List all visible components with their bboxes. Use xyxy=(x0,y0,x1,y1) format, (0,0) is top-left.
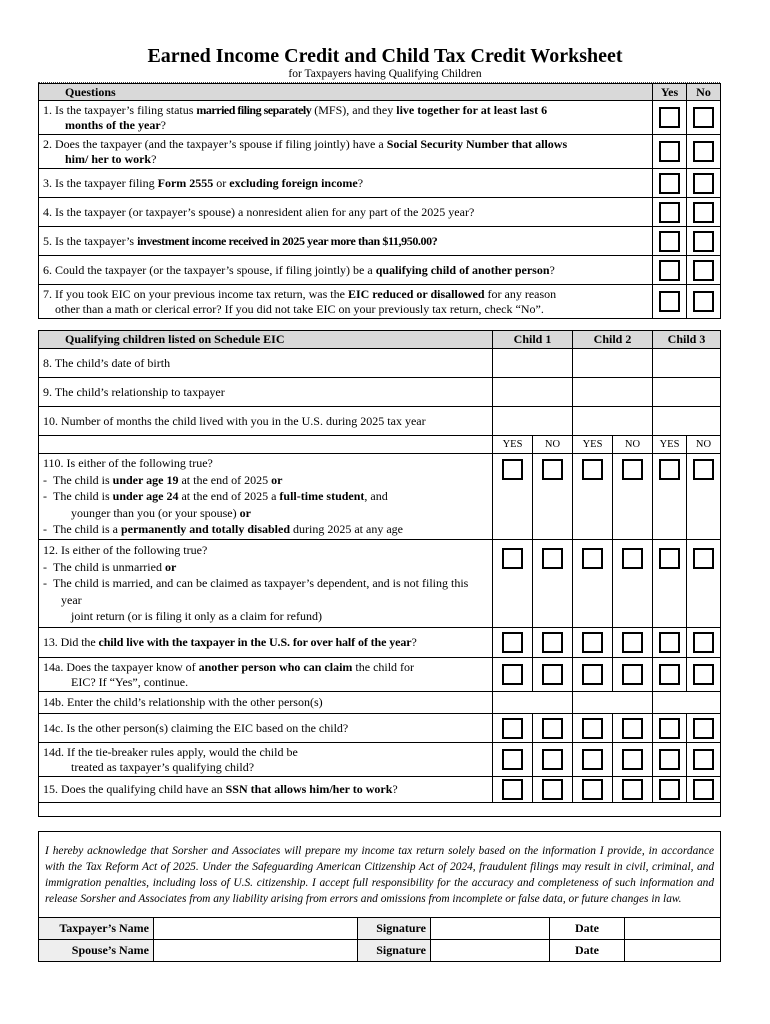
q13-child1-no-checkbox[interactable] xyxy=(542,632,563,653)
question-15: 15. Does the qualifying child have an SSN that allows him/her to work? xyxy=(39,777,493,803)
q6-yes-checkbox[interactable] xyxy=(659,260,680,281)
child-3-yes-label: YES xyxy=(653,436,687,454)
q11-child2-no-checkbox[interactable] xyxy=(622,459,643,480)
question-5: 5. Is the taxpayer’s investment income received in 2025 year more than $11,950.00? xyxy=(39,227,653,256)
q14d-child3-yes-checkbox[interactable] xyxy=(659,749,680,770)
q11-child3-no-checkbox[interactable] xyxy=(693,459,714,480)
q2-yes-checkbox[interactable] xyxy=(659,141,680,162)
question-10: 10. Number of months the child lived with you in the U.S. during 2025 tax year xyxy=(39,407,493,436)
questions-table xyxy=(38,83,721,319)
q13-child3-yes-checkbox[interactable] xyxy=(659,632,680,653)
question-4: 4. Is the taxpayer (or taxpayer’s spouse) a nonresident alien for any part of the 2025 year? xyxy=(39,198,653,227)
q2-no-checkbox[interactable] xyxy=(693,141,714,162)
q14a-child3-yes-checkbox[interactable] xyxy=(659,664,680,685)
q14a-child1-no-checkbox[interactable] xyxy=(542,664,563,685)
question-14a: 14a. Does the taxpayer know of another person who can claim the child for EIC? If “Yes”, continue. xyxy=(39,658,493,692)
question-6: 6. Could the taxpayer (or the taxpayer’s spouse, if filing jointly) be a qualifying child of another person? xyxy=(39,256,653,285)
child-1-header: Child 1 xyxy=(493,331,573,349)
q11-child2-yes-checkbox[interactable] xyxy=(582,459,603,480)
question-7: 7. If you took EIC on your previous income tax return, was the EIC reduced or disallowed for any reason other than a math or clerical error? If you did not take EIC on your previously tax return, check “No”. xyxy=(39,285,653,319)
q7-yes-checkbox[interactable] xyxy=(659,291,680,312)
taxpayer-name-label: Taxpayer’s Name xyxy=(39,918,154,940)
child-1-months-field[interactable] xyxy=(493,407,573,436)
child-3-no-label: NO xyxy=(687,436,721,454)
taxpayer-signature-label: Signature xyxy=(358,918,431,940)
spouse-date-label: Date xyxy=(550,940,625,962)
child-1-yes-label: YES xyxy=(493,436,533,454)
q15-child1-no-checkbox[interactable] xyxy=(542,779,563,800)
q14a-child2-yes-checkbox[interactable] xyxy=(582,664,603,685)
q3-no-checkbox[interactable] xyxy=(693,173,714,194)
yes-no-spacer xyxy=(39,436,493,454)
q12-child2-yes-checkbox[interactable] xyxy=(582,548,603,569)
question-8: 8. The child’s date of birth xyxy=(39,349,493,378)
q14c-child2-no-checkbox[interactable] xyxy=(622,718,643,739)
child-3-dob-field[interactable] xyxy=(653,349,721,378)
q15-child1-yes-checkbox[interactable] xyxy=(502,779,523,800)
question-14b: 14b. Enter the child’s relationship with the other person(s) xyxy=(39,692,493,714)
question-1: 1. Is the taxpayer’s filing status married filing separately (MFS), and they live together for at least last 6 months of the year? xyxy=(39,101,653,135)
q7-no-checkbox[interactable] xyxy=(693,291,714,312)
child-2-yes-label: YES xyxy=(573,436,613,454)
q13-child3-no-checkbox[interactable] xyxy=(693,632,714,653)
q12-child3-yes-checkbox[interactable] xyxy=(659,548,680,569)
q14d-child2-yes-checkbox[interactable] xyxy=(582,749,603,770)
q15-child2-no-checkbox[interactable] xyxy=(622,779,643,800)
q12-child3-no-checkbox[interactable] xyxy=(693,548,714,569)
question-13: 13. Did the child live with the taxpayer in the U.S. for over half of the year? xyxy=(39,628,493,658)
child-1-dob-field[interactable] xyxy=(493,349,573,378)
spouse-name-label: Spouse’s Name xyxy=(39,940,154,962)
question-14d: 14d. If the tie-breaker rules apply, would the child be treated as taxpayer’s qualifying child? xyxy=(39,743,493,777)
child-2-months-field[interactable] xyxy=(573,407,653,436)
questions-header: Questions xyxy=(39,84,653,101)
no-header: No xyxy=(687,84,721,101)
q14a-child1-yes-checkbox[interactable] xyxy=(502,664,523,685)
question-2: 2. Does the taxpayer (and the taxpayer’s spouse if filing jointly) have a Social Security Number that allows him/ her to work? xyxy=(39,135,653,169)
q14c-child1-no-checkbox[interactable] xyxy=(542,718,563,739)
q4-yes-checkbox[interactable] xyxy=(659,202,680,223)
q14b-child3-field[interactable] xyxy=(653,692,721,714)
q12-child2-no-checkbox[interactable] xyxy=(622,548,643,569)
q12-child1-no-checkbox[interactable] xyxy=(542,548,563,569)
q5-yes-checkbox[interactable] xyxy=(659,231,680,252)
child-3-relationship-field[interactable] xyxy=(653,378,721,407)
child-2-header: Child 2 xyxy=(573,331,653,349)
q5-no-checkbox[interactable] xyxy=(693,231,714,252)
q3-yes-checkbox[interactable] xyxy=(659,173,680,194)
question-3: 3. Is the taxpayer filing Form 2555 or excluding foreign income? xyxy=(39,169,653,198)
q14a-child3-no-checkbox[interactable] xyxy=(693,664,714,685)
q14d-child1-yes-checkbox[interactable] xyxy=(502,749,523,770)
page-subtitle: for Taxpayers having Qualifying Children xyxy=(288,68,482,80)
q11-child3-yes-checkbox[interactable] xyxy=(659,459,680,480)
q1-no-checkbox[interactable] xyxy=(693,107,714,128)
taxpayer-signature-field[interactable] xyxy=(431,918,550,940)
question-14c: 14c. Is the other person(s) claiming the EIC based on the child? xyxy=(39,714,493,743)
signature-table xyxy=(38,831,721,962)
q14c-child3-yes-checkbox[interactable] xyxy=(659,718,680,739)
q6-no-checkbox[interactable] xyxy=(693,260,714,281)
child-2-dob-field[interactable] xyxy=(573,349,653,378)
question-12: 12. Is either of the following true? - The child is unmarried or - The child is married, and can be claimed as taxpayer’s dependent, and is not filing this year joint return (or is filing it only as a claim for refund) xyxy=(39,540,493,628)
page-title: Earned Income Credit and Child Tax Credit Worksheet xyxy=(147,45,623,67)
q14b-child2-field[interactable] xyxy=(573,692,653,714)
q11-child1-no-checkbox[interactable] xyxy=(542,459,563,480)
q4-no-checkbox[interactable] xyxy=(693,202,714,223)
q13-child2-yes-checkbox[interactable] xyxy=(582,632,603,653)
q11-child1-yes-checkbox[interactable] xyxy=(502,459,523,480)
question-11: 110. Is either of the following true? - The child is under age 19 at the end of 2025 or - The child is under age 24 at the end of 2025 a full-time student, and younger than you (or your spouse) or - The child is a permanently and totally disabled during 2025 at any age xyxy=(39,454,493,540)
spouse-signature-label: Signature xyxy=(358,940,431,962)
q14a-child2-no-checkbox[interactable] xyxy=(622,664,643,685)
q14c-child2-yes-checkbox[interactable] xyxy=(582,718,603,739)
q15-child3-no-checkbox[interactable] xyxy=(693,779,714,800)
q14c-child1-yes-checkbox[interactable] xyxy=(502,718,523,739)
q12-child1-yes-checkbox[interactable] xyxy=(502,548,523,569)
spouse-name-field[interactable] xyxy=(154,940,358,962)
child-1-no-label: NO xyxy=(533,436,573,454)
q14b-child1-field[interactable] xyxy=(493,692,573,714)
child-3-header: Child 3 xyxy=(653,331,721,349)
children-table xyxy=(38,330,721,817)
child-3-months-field[interactable] xyxy=(653,407,721,436)
q15-child2-yes-checkbox[interactable] xyxy=(582,779,603,800)
spacer-row xyxy=(39,803,721,817)
question-9: 9. The child’s relationship to taxpayer xyxy=(39,378,493,407)
children-header: Qualifying children listed on Schedule EIC xyxy=(39,331,493,349)
q14d-child2-no-checkbox[interactable] xyxy=(622,749,643,770)
child-2-no-label: NO xyxy=(613,436,653,454)
q14d-child1-no-checkbox[interactable] xyxy=(542,749,563,770)
taxpayer-date-label: Date xyxy=(550,918,625,940)
child-2-relationship-field[interactable] xyxy=(573,378,653,407)
child-1-relationship-field[interactable] xyxy=(493,378,573,407)
taxpayer-date-field[interactable] xyxy=(625,918,721,940)
spouse-signature-field[interactable] xyxy=(431,940,550,962)
q14d-child3-no-checkbox[interactable] xyxy=(693,749,714,770)
q13-child2-no-checkbox[interactable] xyxy=(622,632,643,653)
yes-header: Yes xyxy=(653,84,687,101)
q1-yes-checkbox[interactable] xyxy=(659,107,680,128)
q15-child3-yes-checkbox[interactable] xyxy=(659,779,680,800)
spouse-date-field[interactable] xyxy=(625,940,721,962)
declaration-text: I hereby acknowledge that Sorsher and Associates will prepare my income tax return solely based on the information I provide, in accordance with the Tax Reform Act of 2025. Under the Safeguarding American Citizenship Act of 2024, fraudulent filings may result in civil, criminal, and immigration penalties, including loss of U.S. citizenship. I accept full responsibility for the accuracy and completeness of such information and release Sorsher and Associates from any liability arising from errors and omissions from incomplete or false data, or future changes in law. xyxy=(39,832,721,918)
q14c-child3-no-checkbox[interactable] xyxy=(693,718,714,739)
taxpayer-name-field[interactable] xyxy=(154,918,358,940)
q13-child1-yes-checkbox[interactable] xyxy=(502,632,523,653)
